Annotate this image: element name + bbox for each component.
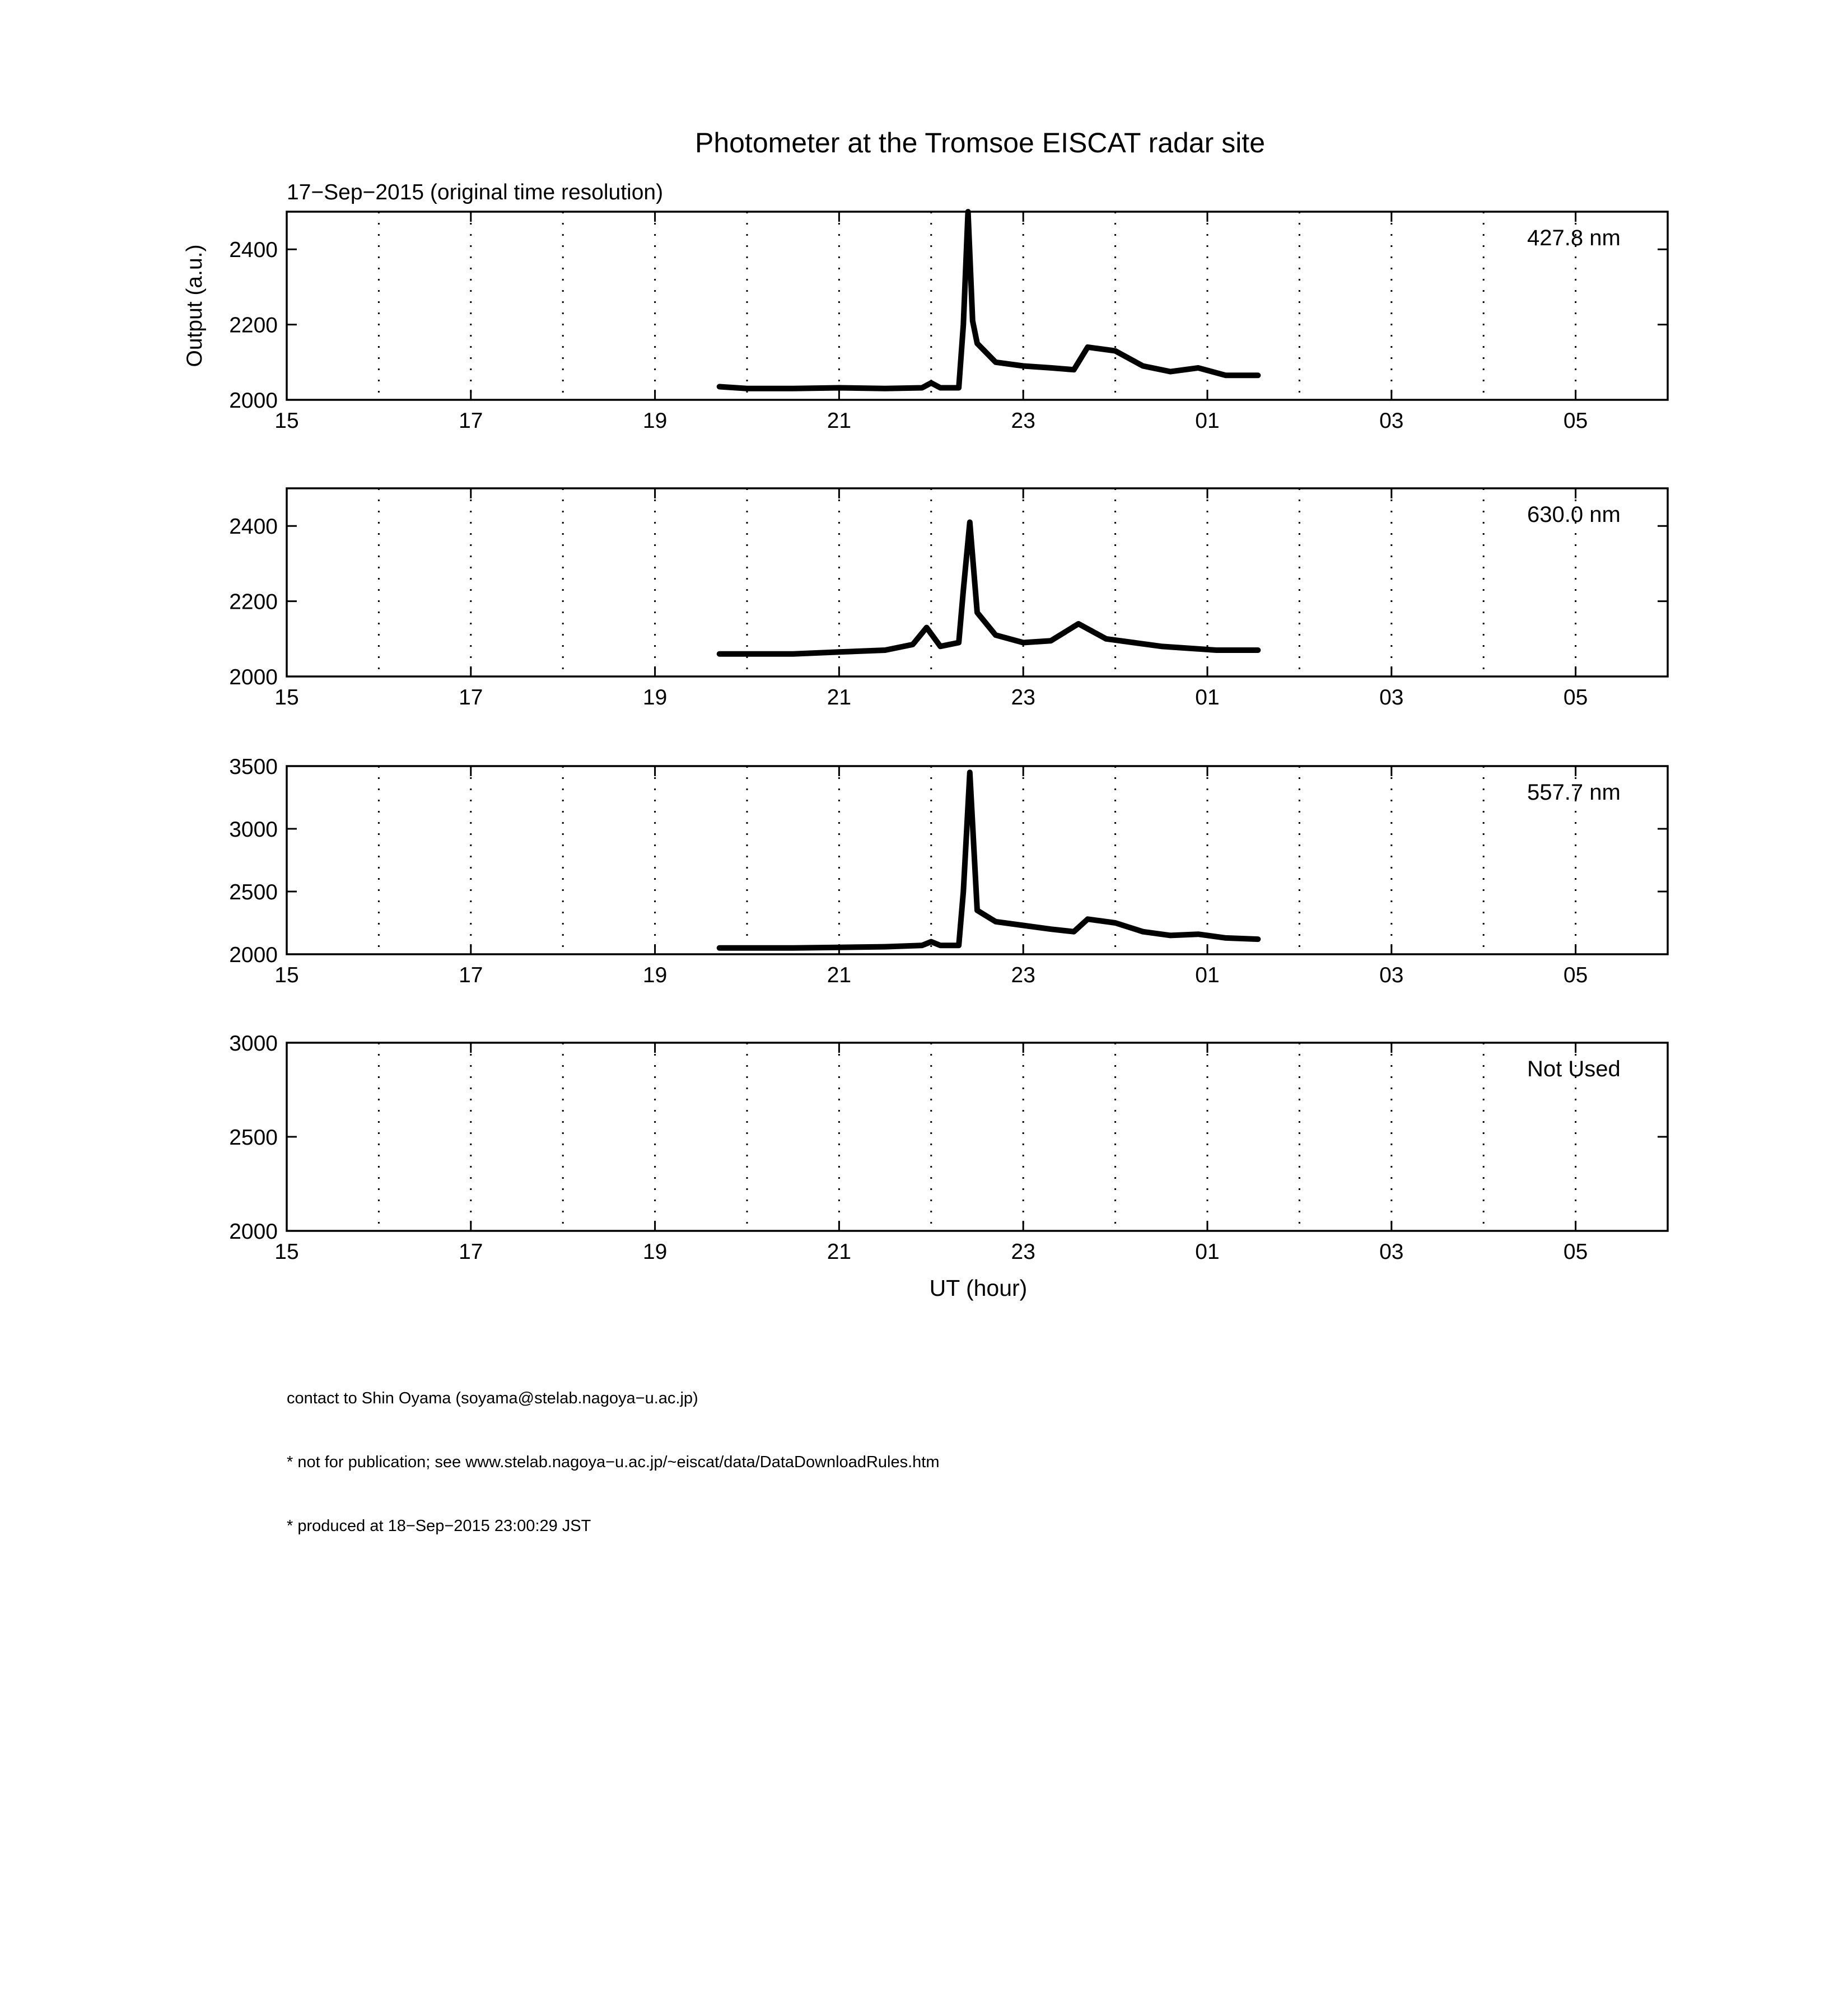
x-tick-label: 03 (1379, 409, 1404, 433)
x-tick-label: 15 (274, 685, 299, 710)
x-tick-label: 01 (1195, 409, 1220, 433)
x-tick-label: 19 (642, 685, 668, 710)
y-tick-label: 2000 (229, 389, 278, 413)
figure-title: Photometer at the Tromsoe EISCAT radar site (694, 127, 1266, 158)
x-tick-label: 03 (1379, 1240, 1404, 1264)
x-tick-label: 05 (1563, 1240, 1588, 1264)
y-tick-label: 2000 (229, 943, 278, 967)
figure-subtitle: 17−Sep−2015 (original time resolution) (287, 180, 664, 204)
panel-2 (229, 488, 1668, 710)
y-tick-label: 2200 (229, 590, 278, 614)
panel-4 (229, 1032, 1668, 1264)
x-tick-label: 19 (642, 1240, 668, 1264)
panels-group (229, 212, 1668, 1264)
x-tick-label: 19 (642, 409, 668, 433)
y-tick-label: 2200 (229, 313, 278, 338)
x-tick-label: 17 (459, 963, 483, 987)
series-line (720, 522, 1258, 654)
panel-label: 630.0 nm (1527, 502, 1621, 527)
footer-contact: contact to Shin Oyama (soyama@stelab.nagoya−u.ac.jp) (287, 1389, 698, 1407)
x-tick-label: 01 (1195, 963, 1220, 987)
axes-frame (287, 1043, 1668, 1231)
axes-frame (287, 212, 1668, 400)
series-line (720, 772, 1258, 948)
x-tick-label: 05 (1563, 409, 1588, 433)
y-tick-label: 2500 (229, 880, 278, 904)
y-tick-label: 2000 (229, 1220, 278, 1244)
x-tick-label: 23 (1011, 685, 1035, 710)
x-tick-label: 01 (1195, 1240, 1220, 1264)
x-tick-label: 21 (827, 963, 852, 987)
panel-1 (229, 212, 1668, 433)
x-tick-label: 01 (1195, 685, 1220, 710)
x-tick-label: 21 (827, 685, 852, 710)
x-tick-label: 19 (642, 963, 668, 987)
panel-label: 427.8 nm (1527, 226, 1621, 250)
footer-produced: * produced at 18−Sep−2015 23:00:29 JST (287, 1517, 591, 1535)
x-tick-label: 23 (1011, 1240, 1035, 1264)
y-tick-label: 3000 (229, 818, 278, 842)
y-tick-label: 2400 (229, 238, 278, 263)
series-line (720, 212, 1258, 389)
x-axis-label: UT (hour) (929, 1275, 1028, 1301)
y-tick-label: 2400 (229, 515, 278, 539)
x-tick-label: 23 (1011, 409, 1035, 433)
y-tick-label: 2500 (229, 1126, 278, 1150)
x-tick-label: 15 (274, 1240, 299, 1264)
x-tick-label: 17 (459, 1240, 483, 1264)
y-tick-label: 2000 (229, 665, 278, 689)
x-tick-label: 17 (459, 409, 483, 433)
x-tick-label: 03 (1379, 685, 1404, 710)
x-tick-label: 15 (274, 409, 299, 433)
x-tick-label: 05 (1563, 963, 1588, 987)
panel-label: Not Used (1527, 1057, 1621, 1081)
x-tick-label: 17 (459, 685, 483, 710)
footer-notes (287, 1345, 940, 1558)
x-tick-label: 21 (827, 409, 852, 433)
y-tick-label: 3000 (229, 1032, 278, 1056)
x-tick-label: 03 (1379, 963, 1404, 987)
y-tick-label: 3500 (229, 755, 278, 779)
x-tick-label: 21 (827, 1240, 852, 1264)
x-tick-label: 23 (1011, 963, 1035, 987)
x-tick-label: 15 (274, 963, 299, 987)
panel-3 (229, 755, 1668, 987)
x-tick-label: 05 (1563, 685, 1588, 710)
footer-disclaimer: * not for publication; see www.stelab.nagoya−u.ac.jp/~eiscat/data/DataDownloadRules.htm (287, 1453, 940, 1471)
panel-label: 557.7 nm (1527, 780, 1621, 805)
y-axis-label: Output (a.u.) (183, 244, 207, 367)
